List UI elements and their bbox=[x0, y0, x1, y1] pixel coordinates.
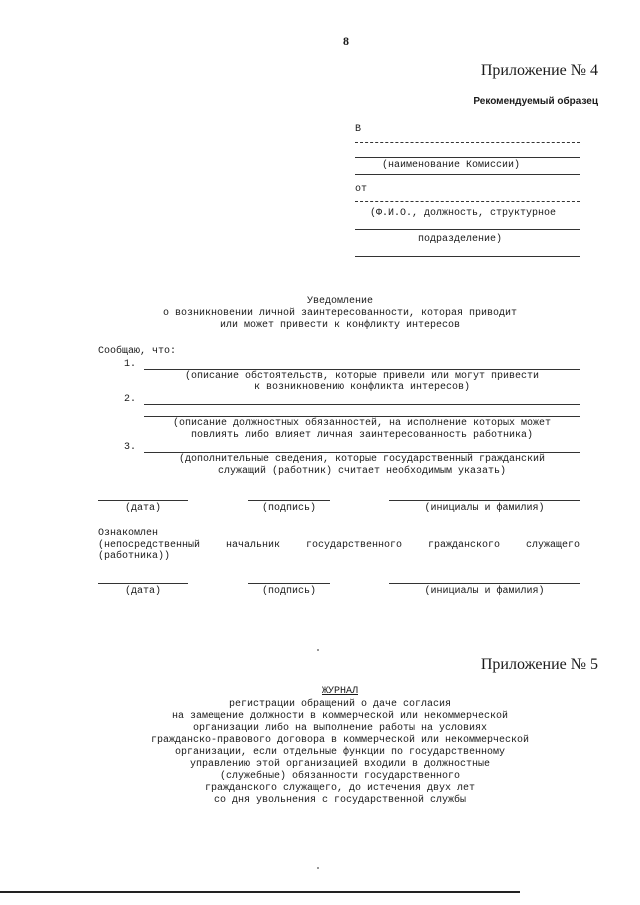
appendix-5-title: Приложение № 5 bbox=[480, 656, 598, 673]
scan-dot-2 bbox=[317, 867, 319, 869]
manager-line bbox=[98, 540, 580, 551]
appendix-4-title: Приложение № 4 bbox=[480, 62, 598, 79]
journal-line-8: гражданского служащего, до истечения двух лет bbox=[204, 783, 476, 794]
item-3-caption-2: служащий (работник) считает необходимым указать) bbox=[217, 466, 507, 477]
date-line-1 bbox=[98, 500, 188, 501]
item-1-line bbox=[144, 369, 580, 370]
journal-line-6: управлению этой организацией входили в должностные bbox=[189, 759, 491, 770]
manager-word-4: гражданского bbox=[427, 540, 500, 551]
manager-line-2: (работника)) bbox=[98, 551, 171, 562]
journal-title: ЖУРНАЛ bbox=[321, 686, 358, 697]
notice-subtitle-1: о возникновении личной заинтересованности, которая приводит bbox=[162, 308, 518, 319]
date-caption-2: (дата) bbox=[124, 586, 161, 597]
commission-line bbox=[355, 157, 580, 158]
date-caption-1: (дата) bbox=[124, 503, 161, 514]
item-3-line bbox=[144, 452, 580, 453]
recommended-form-label: Рекомендуемый образец bbox=[473, 96, 598, 107]
fio-caption-1: (Ф.И.О., должность, структурное bbox=[370, 208, 557, 219]
signature-caption-2: (подпись) bbox=[261, 586, 316, 597]
item-2-caption-2: повлиять либо влияет личная заинтересованность работника) bbox=[190, 430, 534, 441]
item-3-caption-1: (дополнительные сведения, которые государственный гражданский bbox=[178, 454, 546, 465]
name-caption-1: (инициалы и фамилия) bbox=[424, 503, 545, 514]
notice-intro: Сообщаю, что: bbox=[98, 346, 177, 357]
commission-caption: (наименование Комиссии) bbox=[382, 160, 521, 171]
item-2-line bbox=[144, 404, 580, 405]
fio-caption-2: подразделение) bbox=[418, 234, 503, 245]
notice-title: Уведомление bbox=[306, 296, 373, 307]
item-1-caption-1: (описание обстоятельств, которые привели или могут привести bbox=[184, 371, 540, 382]
signature-caption-1: (подпись) bbox=[261, 503, 316, 514]
journal-line-4: гражданско-правового договора в коммерческой или некоммерческой bbox=[150, 735, 530, 746]
signature-line-2 bbox=[248, 583, 330, 584]
journal-line-3: организации либо на выполнение работы на условиях bbox=[192, 723, 488, 734]
name-caption-2: (инициалы и фамилия) bbox=[424, 586, 545, 597]
to-prefix: В bbox=[355, 124, 362, 135]
manager-word-1: (непосредственный bbox=[98, 540, 201, 551]
manager-word-3: государственного bbox=[305, 540, 402, 551]
acquainted-label: Ознакомлен bbox=[98, 528, 159, 539]
item-2-number: 2. bbox=[124, 394, 137, 405]
manager-word-5: служащего bbox=[525, 540, 580, 551]
item-1-caption-2: к возникновению конфликта интересов) bbox=[253, 382, 471, 393]
manager-word-2: начальник bbox=[226, 540, 281, 551]
notice-subtitle-2: или может привести к конфликту интересов bbox=[219, 320, 461, 331]
journal-line-7: (служебные) обязанности государственного bbox=[219, 771, 461, 782]
signature-line-1 bbox=[248, 500, 330, 501]
to-dashed-line bbox=[355, 142, 580, 143]
item-2-line-b bbox=[144, 416, 580, 417]
from-prefix: от bbox=[355, 184, 368, 195]
journal-line-2: на замещение должности в коммерческой или некоммерческой bbox=[171, 711, 509, 722]
fio-underline bbox=[355, 256, 580, 257]
journal-line-9: со дня увольнения с государственной службы bbox=[213, 795, 467, 806]
date-line-2 bbox=[98, 583, 188, 584]
journal-line-1: регистрации обращений о даче согласия bbox=[228, 699, 452, 710]
item-3-number: 3. bbox=[124, 442, 137, 453]
from-dashed-line bbox=[355, 201, 580, 202]
journal-line-5: организации, если отдельные функции по государственному bbox=[174, 747, 506, 758]
fio-line bbox=[355, 229, 580, 230]
name-line-1 bbox=[389, 500, 580, 501]
page-number: 8 bbox=[343, 34, 349, 48]
item-2-caption-1: (описание должностных обязанностей, на исполнение которых может bbox=[172, 418, 552, 429]
page-bottom-rule bbox=[0, 891, 520, 893]
scan-dot-1 bbox=[317, 649, 319, 651]
item-1-number: 1. bbox=[124, 359, 137, 370]
name-line-2 bbox=[389, 583, 580, 584]
commission-underline bbox=[355, 174, 580, 175]
